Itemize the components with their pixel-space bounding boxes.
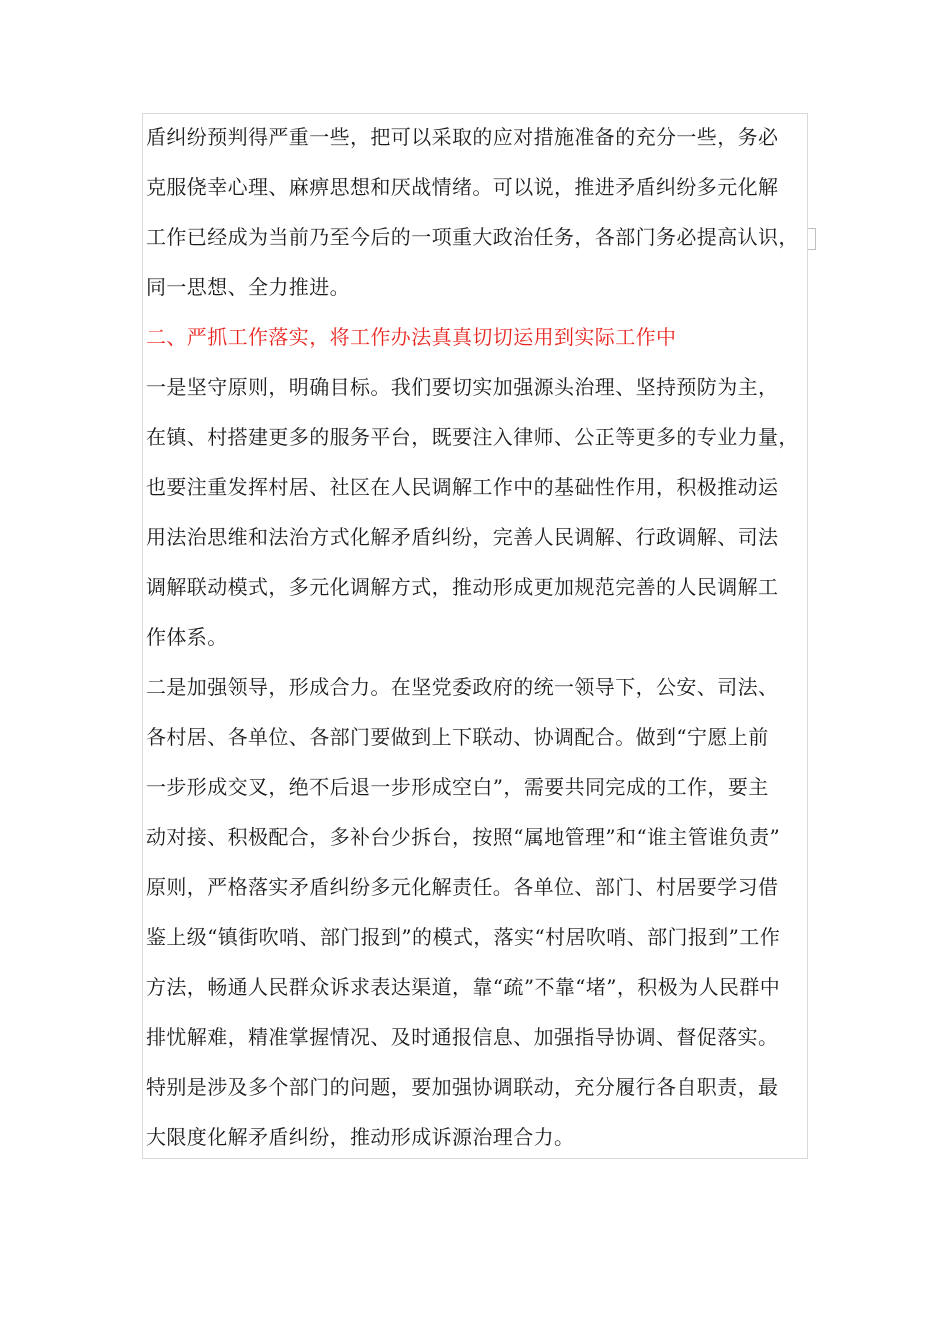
margin-crop-mark: [808, 228, 816, 250]
body-line: 一步形成交叉，绝不后退一步形成空白”，需要共同完成的工作，要主: [146, 775, 769, 799]
body-line: 克服侥幸心理、麻痹思想和厌战情绪。可以说，推进矛盾纠纷多元化解: [146, 175, 779, 199]
body-line: 原则，严格落实矛盾纠纷多元化解责任。各单位、部门、村居要学习借: [146, 875, 779, 899]
body-line: 用法治思维和法治方式化解矛盾纠纷，完善人民调解、行政调解、司法: [146, 525, 779, 549]
body-line: 各村居、各单位、各部门要做到上下联动、协调配合。做到“宁愿上前: [146, 725, 769, 749]
section-heading: 二、严抓工作落实，将工作办法真真切切运用到实际工作中: [146, 325, 677, 349]
body-line: 作体系。: [146, 625, 228, 649]
body-line: 方法，畅通人民群众诉求表达渠道，靠“疏”不靠“堵”，积极为人民群中: [146, 975, 781, 999]
body-line: 特别是涉及多个部门的问题，要加强协调联动，充分履行各自职责，最: [146, 1075, 779, 1099]
body-line: 盾纠纷预判得严重一些，把可以采取的应对措施准备的充分一些，务必: [146, 125, 779, 149]
body-line: 一是坚守原则，明确目标。我们要切实加强源头治理、坚持预防为主，: [146, 375, 779, 399]
body-line: 二是加强领导，形成合力。在坚党委政府的统一领导下，公安、司法、: [146, 675, 779, 699]
body-line: 排忧解难，精准掌握情况、及时通报信息、加强指导协调、督促落实。: [146, 1025, 779, 1049]
body-line: 大限度化解矛盾纠纷，推动形成诉源治理合力。: [146, 1125, 575, 1149]
body-line: 鉴上级“镇街吹哨、部门报到”的模式，落实“村居吹哨、部门报到”工作: [146, 925, 781, 949]
body-line: 调解联动模式，多元化调解方式，推动形成更加规范完善的人民调解工: [146, 575, 779, 599]
document-body: [146, 112, 806, 1162]
body-line: 同一思想、全力推进。: [146, 275, 350, 299]
body-line: 在镇、村搭建更多的服务平台，既要注入律师、公正等更多的专业力量，: [146, 425, 799, 449]
body-line: 也要注重发挥村居、社区在人民调解工作中的基础性作用，积极推动运: [146, 475, 779, 499]
body-line: 动对接、积极配合，多补台少拆台，按照“属地管理”和“谁主管谁负责”: [146, 825, 781, 849]
body-line: 工作已经成为当前乃至今后的一项重大政治任务，各部门务必提高认识，: [146, 225, 799, 249]
